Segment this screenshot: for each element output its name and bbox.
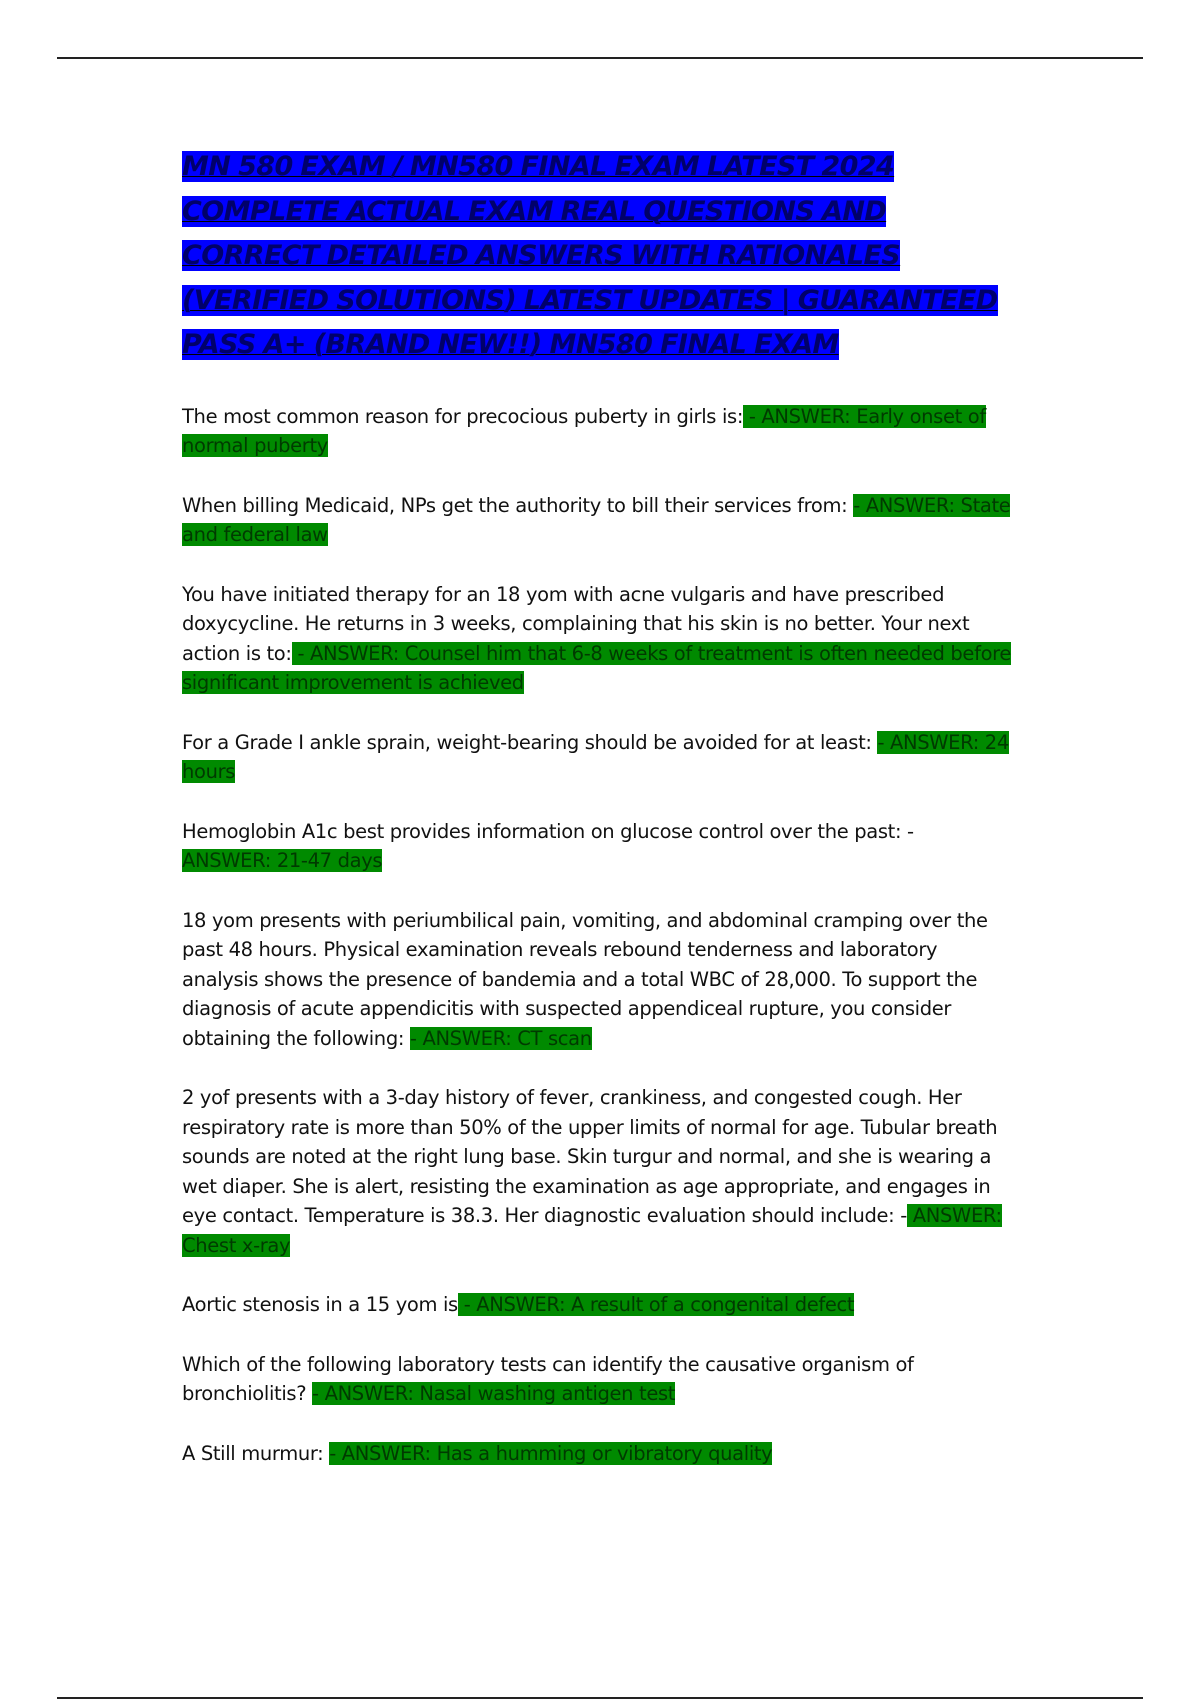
qa-item-7 bbox=[182, 1083, 1018, 1260]
qa-item-10 bbox=[182, 1439, 1018, 1469]
document-title bbox=[182, 145, 1018, 368]
question-text: Which of the following laboratory tests can identify the causative organism of bronchiolitis? bbox=[182, 1352, 914, 1405]
document-page bbox=[182, 145, 1018, 1498]
question-text: 2 yof presents with a 3-day history of fever, crankiness, and congested cough. Her respiratory rate is more than 50% of the upper limits of normal for age. Tubular breath sounds are noted at the right lung base. Skin turgur and normal, and she is wearing a wet diaper. She is alert, resisting the examination as age appropriate, and engages in eye contact. Temperature is 38.3. Her diagnostic evaluation should include: - bbox=[182, 1086, 998, 1227]
question-text: Hemoglobin A1c best provides information on glucose control over the past: - bbox=[182, 819, 914, 843]
answer-highlight: - ANSWER: CT scan bbox=[409, 1026, 592, 1050]
top-rule bbox=[57, 57, 1143, 59]
answer-highlight: ANSWER: Chest x-ray bbox=[182, 1204, 1002, 1257]
answer-highlight: - ANSWER: A result of a congenital defect bbox=[457, 1293, 855, 1316]
qa-item-4 bbox=[182, 728, 1018, 787]
answer-highlight: - ANSWER: 24 hours bbox=[182, 730, 1009, 783]
answer-highlight: - ANSWER: Nasal washing antigen test bbox=[312, 1382, 676, 1405]
question-text: The most common reason for precocious puberty in girls is: bbox=[182, 404, 744, 428]
qa-item-5 bbox=[182, 817, 1018, 876]
answer-highlight: - ANSWER: Counsel him that 6-8 weeks of treatment is often needed before significant improvement is achieved bbox=[182, 641, 1012, 694]
question-text: For a Grade I ankle sprain, weight-bearing should be avoided for at least: bbox=[182, 730, 878, 754]
question-text: When billing Medicaid, NPs get the authority to bill their services from: bbox=[182, 493, 854, 517]
answer-highlight: - ANSWER: Early onset of normal puberty bbox=[182, 404, 986, 457]
qa-item-1 bbox=[182, 402, 1018, 461]
question-text: Aortic stenosis in a 15 yom is bbox=[182, 1293, 458, 1316]
qa-item-6 bbox=[182, 906, 1018, 1054]
qa-item-8 bbox=[182, 1290, 1018, 1320]
bottom-rule bbox=[57, 1697, 1143, 1699]
answer-highlight: ANSWER: 21-47 days bbox=[182, 849, 383, 872]
qa-item-3 bbox=[182, 580, 1018, 698]
title-highlight: MN 580 EXAM / MN580 FINAL EXAM LATEST 2024 COMPLETE ACTUAL EXAM REAL QUESTIONS AND CORRECT DETAILED ANSWERS WITH RATIONALES (VERIFIED SOLUTIONS) LATEST UPDATES | GUARANTEED PASS A+ (BRAND NEW!!) MN580 FINAL EXAM bbox=[182, 151, 998, 360]
answer-highlight: - ANSWER: Has a humming or vibratory quality bbox=[329, 1441, 773, 1465]
question-text: 18 yom presents with periumbilical pain, vomiting, and abdominal cramping over the past 48 hours. Physical examination reveals rebound tenderness and laboratory analysis shows the presence of bandemia and a total WBC of 28,000. To support the diagnosis of acute appendicitis with suspected appendiceal rupture, you consider obtaining the following: bbox=[182, 908, 988, 1050]
question-text: You have initiated therapy for an 18 yom with acne vulgaris and have prescribed doxycycline. He returns in 3 weeks, complaining that his skin is no better. Your next action is to: bbox=[182, 582, 970, 665]
qa-item-9 bbox=[182, 1350, 1018, 1409]
question-text: A Still murmur: bbox=[182, 1441, 330, 1465]
answer-highlight: - ANSWER: State and federal law bbox=[182, 493, 1011, 546]
qa-item-2 bbox=[182, 491, 1018, 550]
